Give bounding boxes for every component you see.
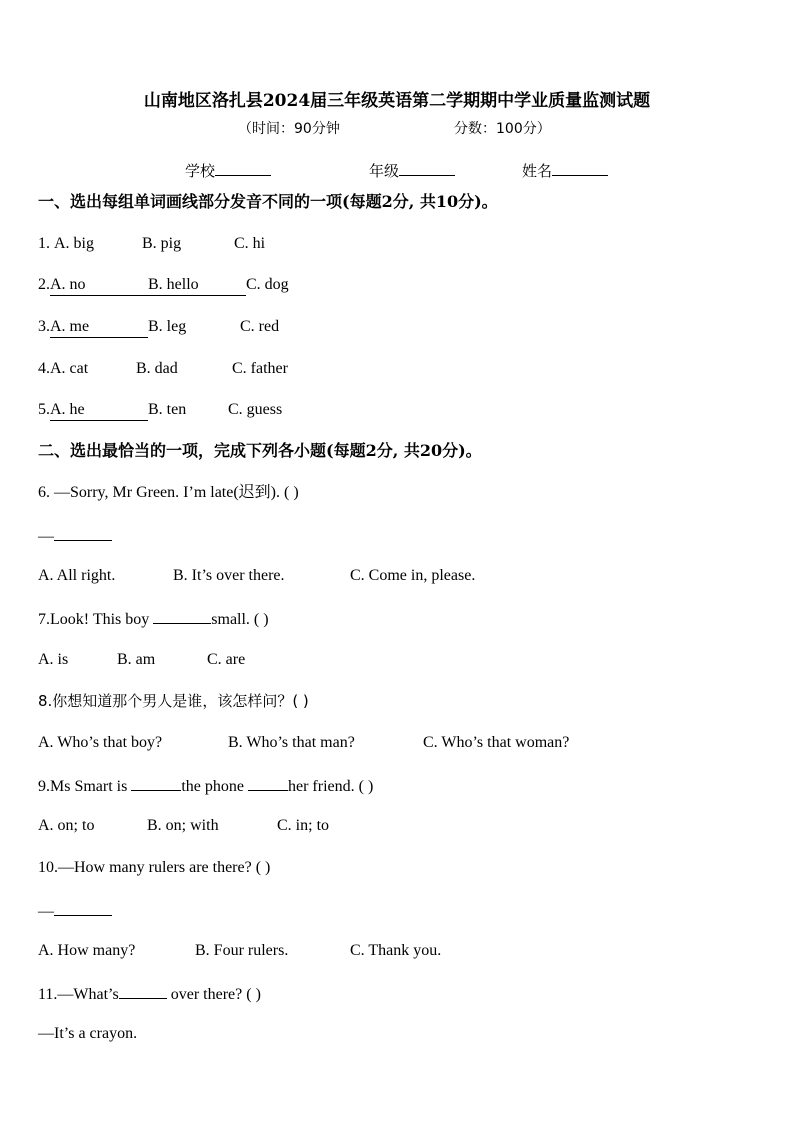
school-field [185, 160, 271, 181]
option-c: C. are [207, 651, 246, 668]
grade-label: 年级 [369, 162, 400, 180]
option-b: B. on; with [147, 817, 219, 834]
name-label: 姓名 [522, 162, 553, 180]
answer-blank [54, 525, 112, 541]
question-7-options [38, 650, 245, 670]
section1-heading: 一、选出每组单词画线部分发音不同的一项(每题2分, 共10分)。 [38, 192, 498, 211]
question-number: 1. [38, 235, 54, 252]
question-9-options [38, 816, 329, 836]
option-c: C. guess [228, 401, 283, 418]
question-8-stem: 8.你想知道那个男人是谁，该怎样问？( ) [38, 692, 309, 710]
question-number: 2. [38, 276, 50, 293]
stem-part: 7.Look! This boy [38, 611, 154, 628]
answer-blank [248, 775, 288, 791]
option-b: B. It’s over there. [173, 567, 285, 584]
grade-field [369, 160, 455, 181]
name-field [522, 160, 608, 181]
question-10-answer-line [38, 900, 112, 922]
stem-part: small. ( ) [211, 611, 269, 628]
option-b: B. am [117, 651, 156, 668]
question-10-options [38, 941, 441, 961]
answer-blank [54, 900, 112, 916]
option-a: A. Who’s that boy? [38, 734, 163, 751]
option-c: C. red [240, 318, 280, 335]
answer-blank [153, 608, 211, 624]
stem-part: her friend. ( ) [288, 778, 374, 795]
question-6-stem: 6. —Sorry, Mr Green. I’m late(迟到). ( ) [38, 484, 299, 501]
grade-blank [399, 160, 455, 176]
section2-heading: 二、选出最恰当的一项，完成下列各小题(每题2分, 共20分)。 [38, 441, 482, 460]
option-a: A. All right. [38, 567, 116, 584]
exam-score: 分数：100分） [454, 121, 551, 137]
option-b: B. Who’s that man? [228, 734, 355, 751]
option-c: C. hi [234, 235, 266, 252]
question-number: 4. [38, 360, 50, 377]
school-label: 学校 [185, 162, 216, 180]
stem-part: 9.Ms Smart is [38, 778, 132, 795]
question-9-stem [38, 775, 373, 797]
option-a: A. is [38, 651, 69, 668]
question-4 [38, 359, 288, 379]
question-1 [38, 234, 265, 254]
question-6-answer-line [38, 525, 112, 547]
option-b: B. Four rulers. [195, 942, 289, 959]
question-10-stem: 10.—How many rulers are there? ( ) [38, 859, 271, 876]
option-a: A. he [50, 400, 148, 421]
option-a: A. cat [50, 360, 89, 377]
option-c: C. Come in, please. [350, 567, 476, 584]
exam-time: （时间：90分钟 [238, 121, 340, 137]
option-c: C. Who’s that woman? [423, 734, 570, 751]
question-number: 3. [38, 318, 50, 335]
stem-part: over there? ( ) [166, 986, 261, 1003]
question-11-answer: —It’s a crayon. [38, 1025, 138, 1042]
option-a: A. big [54, 235, 94, 252]
question-5 [38, 400, 282, 421]
question-3 [38, 317, 279, 338]
option-c: C. Thank you. [350, 942, 442, 959]
option-b: B. leg [148, 318, 187, 335]
option-b: B. dad [136, 360, 178, 377]
dash: — [38, 528, 54, 545]
question-number: 5. [38, 401, 50, 418]
answer-blank [131, 775, 181, 791]
option-b: B. ten [148, 401, 187, 418]
option-a: A. How many? [38, 942, 136, 959]
option-c: C. dog [246, 276, 289, 293]
option-b: B. pig [142, 235, 182, 252]
option-a: A. on; to [38, 817, 95, 834]
option-c: C. in; to [277, 817, 330, 834]
name-blank [552, 160, 608, 176]
option-b: B. hello [148, 275, 246, 296]
option-c: C. father [232, 360, 288, 377]
stem-part: the phone [181, 778, 248, 795]
stem-part: 11.—What’s [38, 986, 119, 1003]
dash: — [38, 903, 54, 920]
question-11-stem [38, 983, 261, 1005]
question-8-options [38, 733, 569, 753]
school-blank [215, 160, 271, 176]
answer-blank [119, 983, 167, 999]
question-7-stem [38, 608, 269, 630]
question-6-options [38, 566, 475, 586]
page-title: 山南地区洛扎县2024届三年级英语第二学期期中学业质量监测试题 [143, 91, 651, 111]
question-2 [38, 275, 289, 296]
option-a: A. me [50, 317, 148, 338]
option-a: A. no [50, 275, 148, 296]
